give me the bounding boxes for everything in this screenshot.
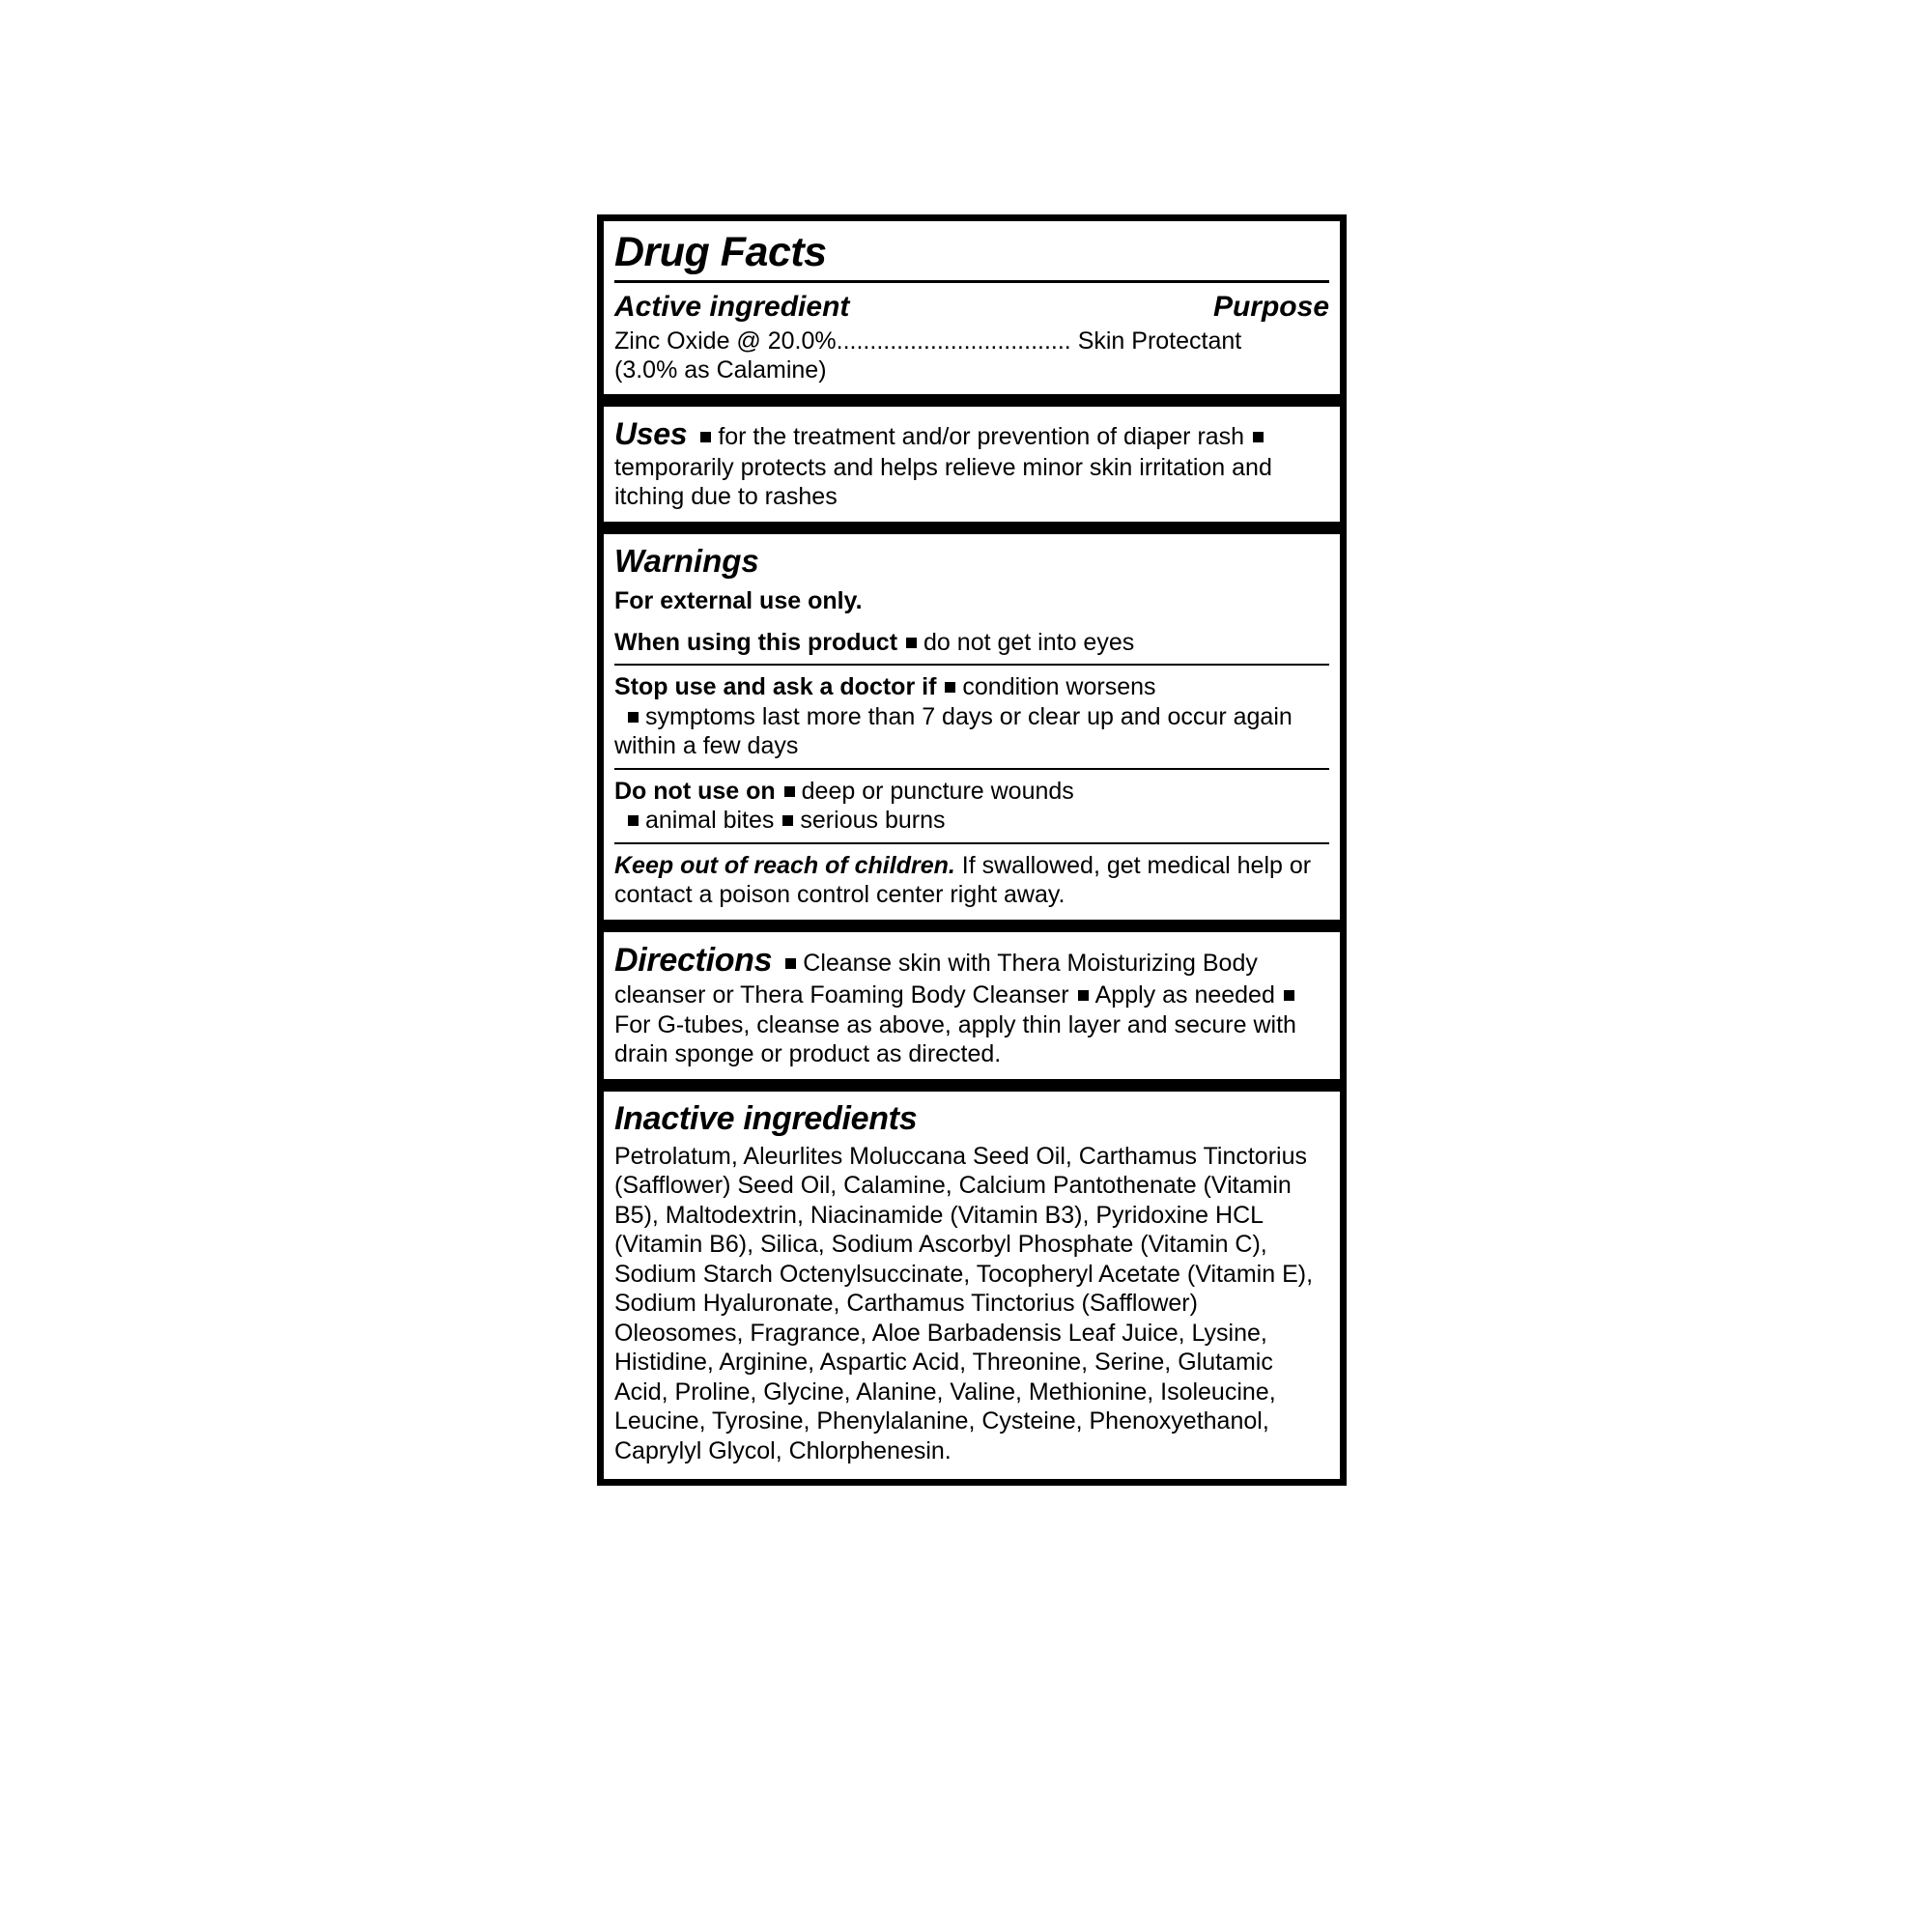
when-using-label: When using this product [614,628,898,656]
active-ingredient-name: Zinc Oxide @ 20.0% [614,327,837,355]
warning-stop-use [614,672,1329,761]
section-divider-1 [604,394,1340,407]
section-divider-2 [604,522,1340,534]
bullet-square-icon [906,638,917,648]
warnings-rule-2 [614,768,1329,770]
active-ingredient-section [604,283,1340,394]
warning-when-using [614,615,1329,658]
do-not-use-label: Do not use on [614,777,776,805]
stop-use-item-2: symptoms last more than 7 days or clear up and occur again within a few days [614,702,1293,760]
do-not-use-item-1: deep or puncture wounds [801,777,1074,805]
warnings-rule-3 [614,842,1329,844]
warning-keep-out-of-reach [614,851,1329,910]
uses-body [614,415,1329,512]
directions-item-2: Apply as needed [1094,981,1275,1009]
bullet-square-icon [700,432,711,442]
bullet-square-icon [945,682,955,693]
active-ingredient-header-row [614,283,1329,327]
active-ingredient-subnote: (3.0% as Calamine) [614,355,827,384]
stop-use-item-1: condition worsens [962,673,1156,701]
uses-section [604,407,1340,522]
bullet-square-icon [628,815,639,826]
uses-item-2: temporarily protects and helps relieve minor skin irritation and itching due to rashes [614,453,1272,511]
bullet-square-icon [782,815,793,826]
inactive-ingredients-heading: Inactive ingredients [614,1099,918,1137]
section-divider-3 [604,920,1340,932]
directions-heading: Directions [614,941,773,979]
uses-item-1: for the treatment and/or prevention of diaper rash [718,422,1245,450]
bullet-square-icon [785,958,796,969]
bullet-square-icon [784,786,795,797]
do-not-use-item-3: serious burns [800,807,946,835]
do-not-use-item-2: animal bites [645,807,775,835]
active-ingredient-heading: Active ingredient [614,291,850,324]
stop-use-label: Stop use and ask a doctor if [614,673,937,701]
keep-out-text: If swallowed, get medical help or contact a poison control center right away. [614,851,1312,909]
inactive-ingredients-text: Petrolatum, Aleurlites Moluccana Seed Oil, Carthamus Tinctorius (Safflower) Seed Oil, Calamine, Calcium Pantothenate (Vitamin B5), Maltodextrin, Niacinamide (Vitamin B3), Pyridoxine HCL (Vitamin B6), Silica, Sodium Ascorbyl Phosphate (Vitamin C), Sodium Starch Octenylsuccinate, Tocopheryl Acetate (Vitamin E), Sodium Hyaluronate, Carthamus Tinctorius (Safflower) Oleosomes, Fragrance, Aloe Barbadensis Leaf Juice, Lysine, Histidine, Arginine, Aspartic Acid, Threonine, Serine, Glutamic Acid, Proline, Glycine, Alanine, Valine, Methionine, Isoleucine, Leucine, Tyrosine, Phenylalanine, Cysteine, Phenoxyethanol, Caprylyl Glycol, Chlorphenesin. [614,1142,1314,1464]
bullet-square-icon [1284,990,1294,1001]
bullet-square-icon [628,712,639,723]
purpose-heading: Purpose [1212,291,1329,324]
when-using-item-1: do not get into eyes [923,628,1135,656]
uses-heading: Uses [614,415,688,451]
drug-facts-label [597,214,1347,1486]
bullet-square-icon [1253,432,1264,442]
section-divider-4 [604,1079,1340,1092]
page-title: Drug Facts [614,229,827,275]
active-ingredient-body [614,327,1329,394]
warning-external-use: For external use only. [614,586,863,614]
warning-do-not-use [614,777,1329,836]
leader-dots: ................................... [836,327,1071,355]
bullet-square-icon [1078,990,1089,1001]
keep-out-label: Keep out of reach of children. [614,851,955,879]
warnings-heading: Warnings [614,542,759,579]
inactive-ingredients-section [604,1092,1340,1480]
warnings-rule-1 [614,664,1329,666]
active-ingredient-purpose: Skin Protectant [1077,327,1242,355]
drug-facts-title-block [604,221,1340,283]
directions-item-3: For G-tubes, cleanse as above, apply thin layer and secure with drain sponge or product as directed. [614,1010,1296,1068]
directions-item-1: Cleanse skin with Thera Moisturizing Body cleanser or Thera Foaming Body Cleanser [614,949,1258,1009]
directions-section [604,932,1340,1079]
warnings-section [604,534,1340,920]
directions-body [614,941,1329,1069]
